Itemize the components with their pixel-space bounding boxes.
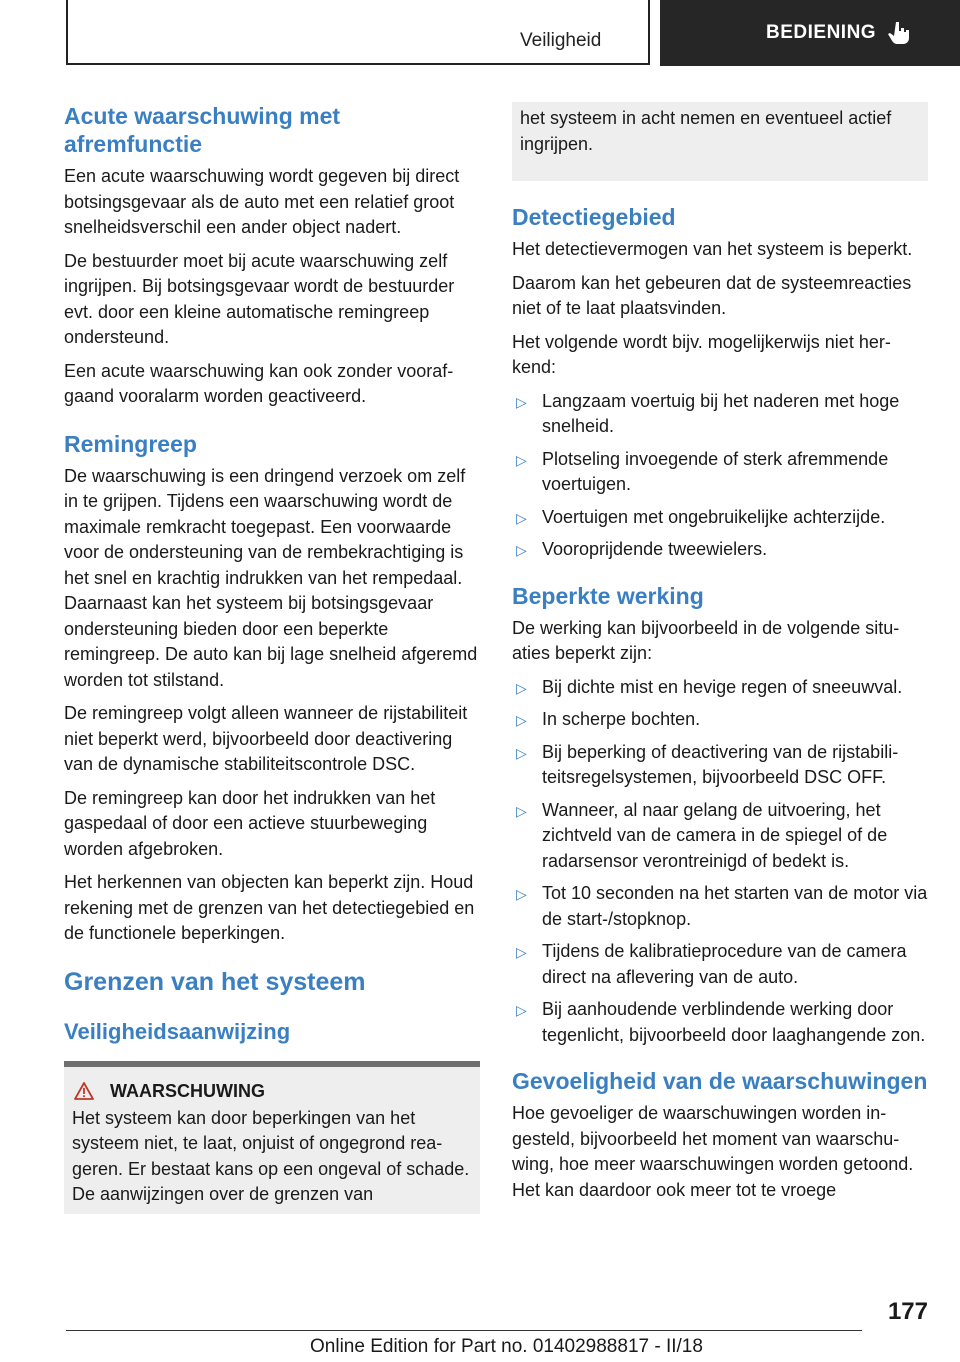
paragraph: Een acute waarschuwing wordt gegeven bij direct botsingsgevaar als de auto met een relatief groot snelheidsverschil een ander object nadert. — [64, 166, 460, 237]
triangle-bullet-icon: ▷ — [516, 679, 527, 696]
triangle-bullet-icon: ▷ — [516, 542, 527, 558]
list-item: ▷ Bij dichte mist en hevige regen of sneeuwval. — [512, 675, 928, 701]
paragraph: De werking kan bijvoorbeeld in de volgende situaties beperkt zijn: — [512, 617, 900, 663]
list-item: ▷ Langzaam voertuig bij het naderen met hoge snelheid. — [516, 390, 900, 436]
footer-edition-text: Online Edition for Part no. 01402988817 - II/18 — [310, 1336, 703, 1357]
heading-detection-area: Detectiegebied — [512, 204, 676, 230]
list-item: ▷ Plotseling invoegende of sterk afremmende voertuigen. — [516, 448, 889, 494]
triangle-bullet-icon: ▷ — [516, 802, 527, 819]
list-limited-situations — [512, 675, 928, 1049]
paragraph: Het volgende wordt bijv. mogelijkerwijs niet herkend: — [512, 331, 891, 377]
paragraph: Daarom kan het gebeuren dat de systeemreacties niet of te laat plaatsvinden. — [512, 272, 912, 318]
paragraph: Het herkennen van objecten kan beperkt zijn. Houd rekening met de grenzen van het detectiegebied en de functionele beperkingen. — [64, 872, 475, 943]
warning-text: Het systeem kan door beperkingen van het systeem niet, te laat, onjuist of ongegrond reageren. Er bestaat kans op een ongeval of schade. De aanwijzingen over de grenzen van — [72, 1107, 470, 1204]
heading-remingreep: Remingreep — [64, 430, 197, 457]
list-item: ▷ Bij aanhoudende verblindende werking door tegenlicht, bijvoorbeeld door laaghangende zon. — [516, 999, 926, 1045]
warning-title: WAARSCHUWING — [110, 1080, 265, 1101]
triangle-bullet-icon: ▷ — [516, 393, 527, 410]
header-chapter-tab[interactable] — [660, 0, 960, 66]
paragraph: De remingreep volgt alleen wanneer de rijstabiliteit niet beperkt werd, bijvoorbeeld door deactivering van de dynamische stabiliteitscontrole DSC. — [64, 703, 468, 774]
triangle-bullet-icon: ▷ — [516, 944, 527, 960]
list-item: ▷ Tot 10 seconden na het starten van de motor via de start-/stopknop. — [516, 883, 928, 929]
heading-system-limits: Grenzen van het systeem — [64, 967, 366, 996]
footer-rule — [66, 1330, 862, 1331]
paragraph: Het detectievermogen van het systeem is beperkt. — [512, 239, 913, 259]
warning-text-continued: het systeem in acht nemen en eventueel actief ingrijpen. — [520, 108, 892, 154]
hand-pointer-icon — [888, 21, 910, 45]
heading-limited-function: Beperkte werking — [512, 582, 704, 609]
list-item: ▷ In scherpe bochten. — [512, 707, 928, 733]
triangle-bullet-icon: ▷ — [516, 886, 527, 902]
list-not-recognized — [512, 389, 928, 563]
paragraph: De waarschuwing is een dringend verzoek om zelf in te grijpen. Tijdens een waarschuwing wordt de maximale remkracht toegepast. Een voorwaarde voor de ondersteuning van de rembekrachtiging is het snel en krachtig indrukken van het rempedaal. Daarnaast kan het systeem bij botsingsgevaar ondersteuning bieden door een beperkte remingreep. De auto kan bij lage snelheid afgeremd worden tot stilstand. — [64, 465, 478, 690]
paragraph: Een acute waarschuwing kan ook zonder voorafgaand vooralarm worden geactiveerd. — [64, 360, 454, 406]
warning-title-row — [72, 1081, 472, 1102]
header-rule-left — [66, 0, 68, 64]
triangle-bullet-icon: ▷ — [516, 1002, 527, 1018]
list-item: ▷ Bij beperking of deactivering van de rijstabiliteitsregelsystemen, bijvoorbeeld DSC OFF. — [516, 741, 899, 787]
header-section-link[interactable]: Veiligheid — [520, 30, 602, 51]
warning-box — [64, 1061, 480, 1214]
paragraph: Hoe gevoeliger de waarschuwingen worden ingesteld, bijvoorbeeld het moment van waarschuwing, hoe meer waarschuwingen worden getoond. Het kan daardoor ook meer tot te vroege — [512, 1103, 914, 1200]
heading-warning-sensitivity: Gevoeligheid van de waarschuwingen — [512, 1068, 928, 1094]
triangle-bullet-icon: ▷ — [516, 509, 527, 526]
heading-safety-note: Veiligheidsaanwijzing — [64, 1018, 291, 1044]
paragraph: De remingreep kan door het indrukken van het gaspedaal of door een actieve stuurbeweging worden afgebroken. — [64, 787, 436, 859]
list-item: ▷ Voertuigen met ongebruikelijke achterzijde. — [512, 505, 928, 531]
paragraph: De bestuurder moet bij acute waarschuwing zelf ingrijpen. Bij botsingsgevaar wordt de bestuurder evt. door een kleine automatische remingreep ondersteund. — [64, 250, 455, 347]
list-item: ▷ Vooroprijdende tweewielers. — [512, 537, 928, 563]
warning-triangle-icon — [74, 1082, 94, 1100]
right-column — [512, 102, 928, 1211]
header-rule-mid — [648, 0, 650, 64]
warning-box-continued — [512, 102, 928, 181]
left-column — [64, 102, 480, 1214]
list-item: ▷ Wanneer, al naar gelang de uitvoering, het zichtveld van de camera in de spiegel of de radarsensor verontreinigd of bedekt is. — [516, 799, 888, 871]
page-number: 177 — [887, 1298, 928, 1325]
list-item: ▷ Tijdens de kalibratieprocedure van de camera direct na aflevering van de auto. — [516, 941, 907, 987]
header-rule-bottom — [66, 63, 650, 65]
triangle-bullet-icon: ▷ — [516, 744, 527, 761]
heading-acute-warning: Acute waarschuwing met afremfunctie — [64, 103, 341, 157]
header-chapter-label: BEDIENING — [766, 22, 877, 43]
triangle-bullet-icon: ▷ — [516, 712, 527, 728]
triangle-bullet-icon: ▷ — [516, 451, 527, 468]
